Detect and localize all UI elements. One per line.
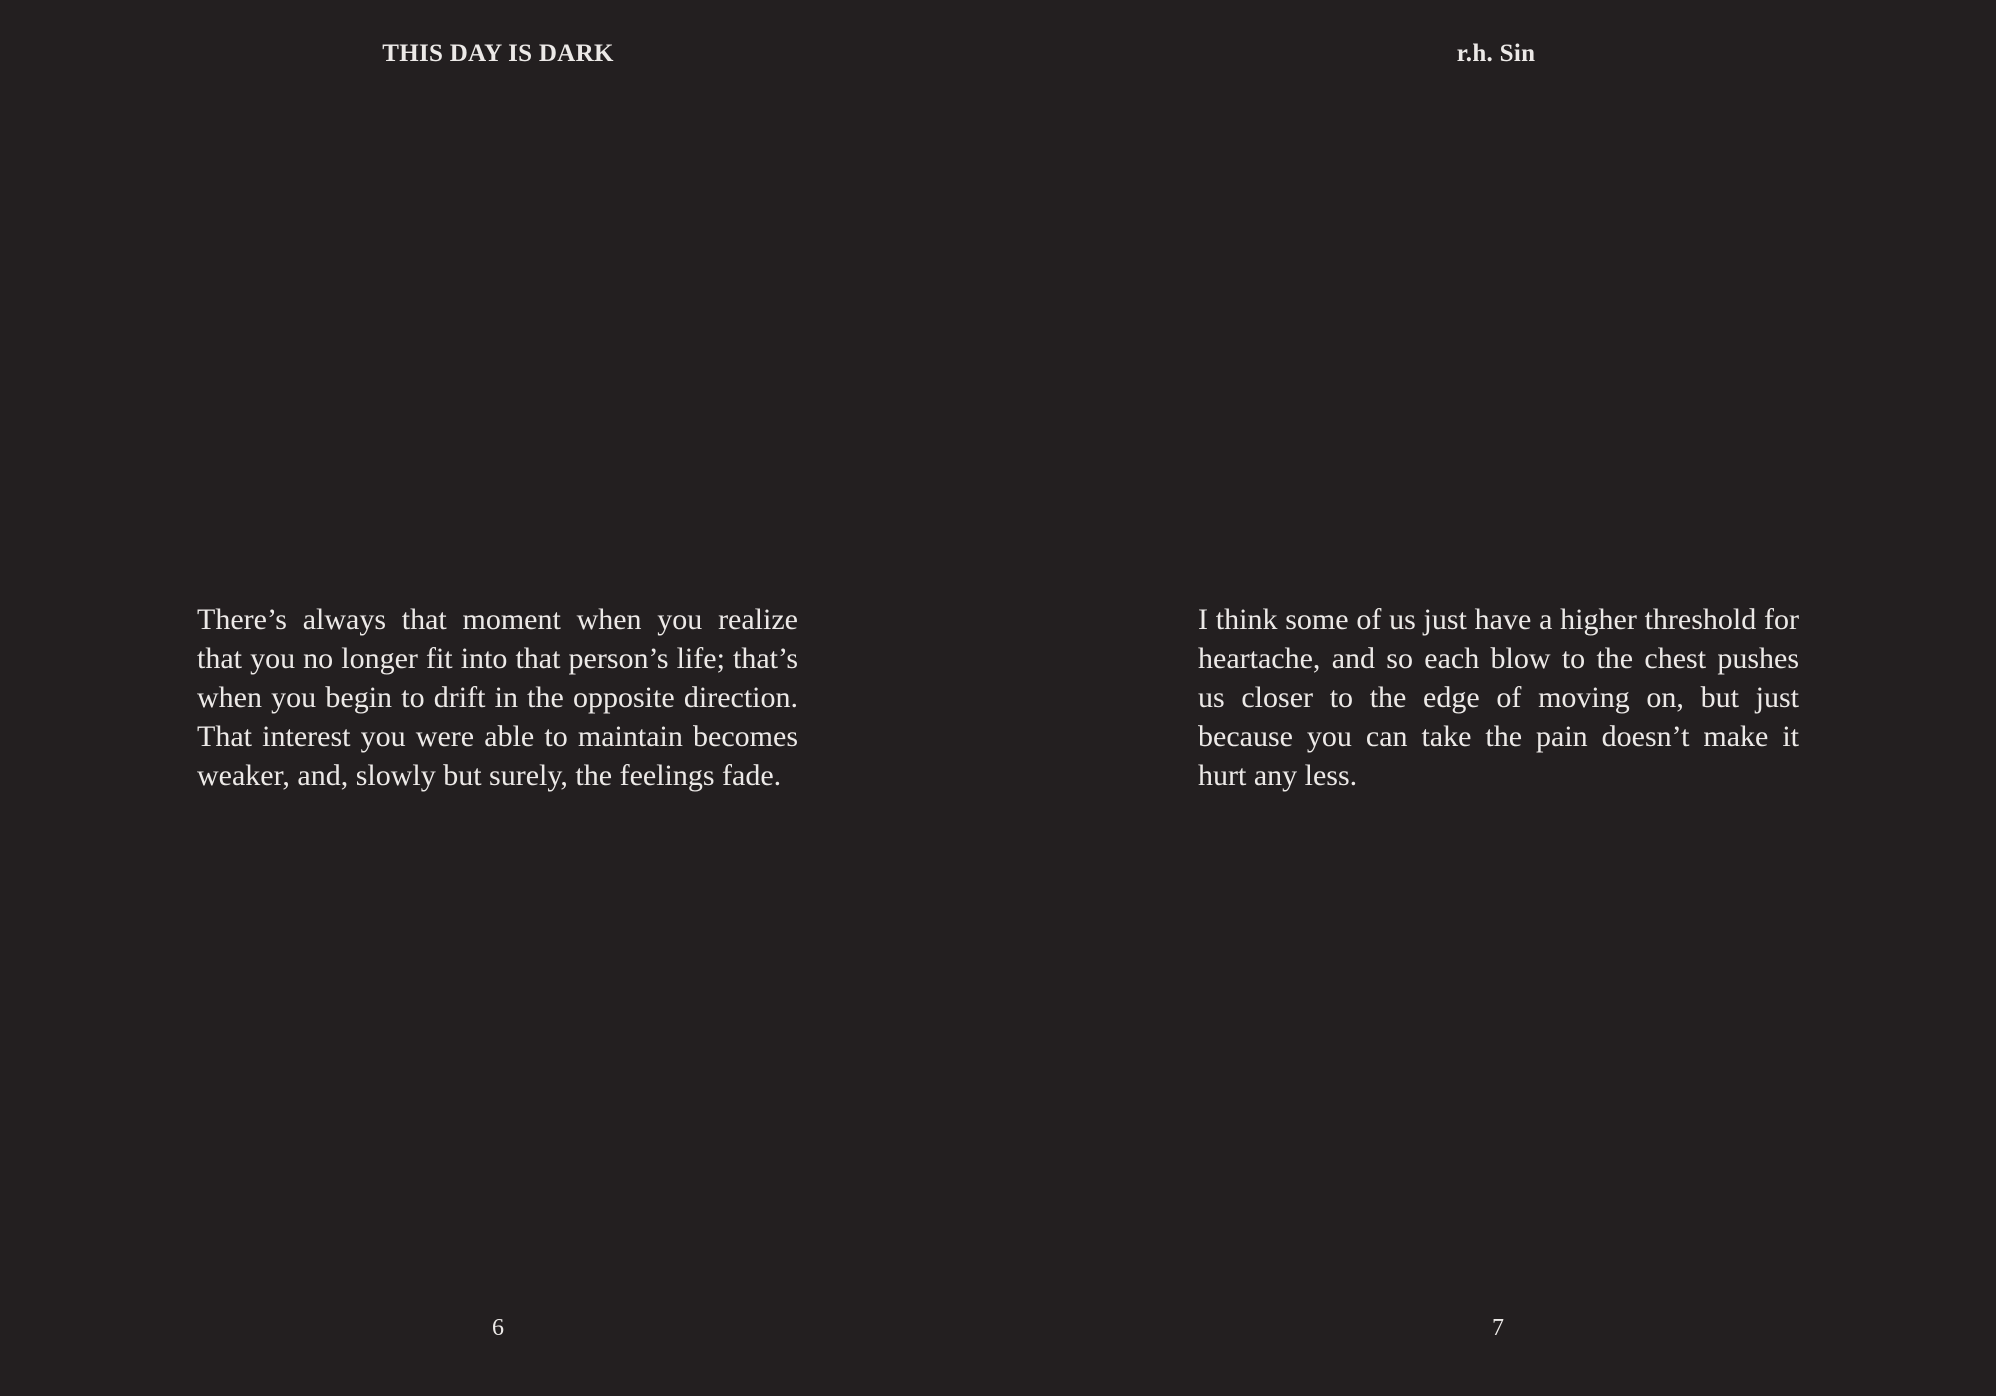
left-page-passage: There’s always that moment when you realize that you no longer fit into that person’s life; that’s when you begin to drift in the opposite direction. That interest you were able to maintain becomes weaker, and, slowly but surely, the feelings fade. [197, 603, 798, 792]
right-page [998, 0, 1996, 1396]
right-page-passage: I think some of us just have a higher threshold for heartache, and so each blow to the chest pushes us closer to the edge of moving on, but just because you can take the pain doesn’t make it hurt any less. [1198, 603, 1799, 792]
running-head-title: THIS DAY IS DARK [382, 40, 614, 67]
running-head-author: r.h. Sin [1456, 40, 1536, 67]
page-number-left: 6 [492, 1315, 504, 1341]
page-number-right: 7 [1492, 1315, 1504, 1341]
